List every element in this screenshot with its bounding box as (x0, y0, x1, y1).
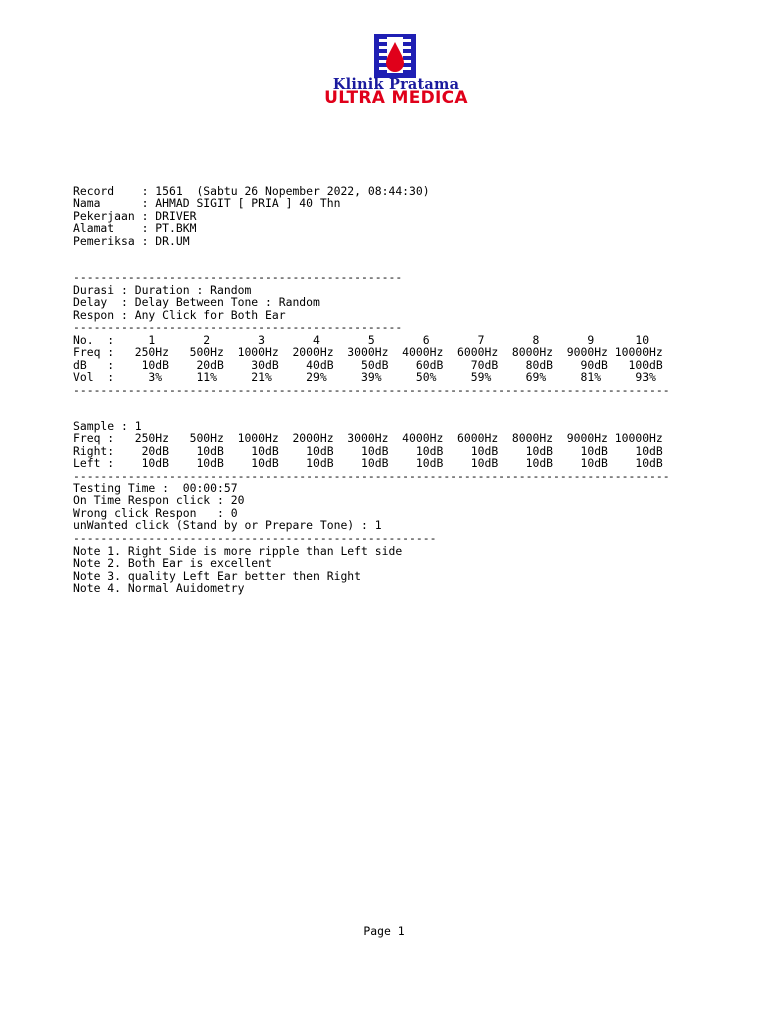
unwanted-click-line: unWanted click (Stand by or Prepare Tone) : 1 (73, 518, 382, 533)
alamat-line: Alamat : PT.BKM (73, 221, 197, 236)
testing-time-line: Testing Time : 00:00:57 (73, 481, 238, 495)
sample-row-freq: Freq : 250Hz 500Hz 1000Hz 2000Hz 3000Hz 4000Hz 6000Hz 8000Hz 9000Hz 10000Hz (73, 431, 663, 446)
delay-line: Delay : Delay Between Tone : Random (73, 295, 320, 310)
wrong-click-line: Wrong click Respon : 0 (73, 505, 238, 520)
pemeriksa-line: Pemeriksa : DR.UM (73, 233, 190, 248)
sample-row-right: Right: 20dB 10dB 10dB 10dB 10dB 10dB 10dB 10dB 10dB 10dB (73, 443, 663, 458)
tone-row-db: dB : 10dB 20dB 30dB 40dB 50dB 60dB 70dB 80dB 90dB 100dB (73, 357, 663, 372)
record-line: Record : 1561 (Sabtu 26 Nopember 2022, 08:44:30) (73, 184, 430, 198)
separator: --------------------------------------------------------------------------------------- (73, 468, 670, 483)
durasi-line: Durasi : Duration : Random (73, 283, 252, 297)
respon-line: Respon : Any Click for Both Ear (73, 307, 286, 322)
note-line: Note 4. Normal Auidometry (73, 581, 245, 595)
logo-text-ultra-medica: ULTRA MEDICA (324, 88, 468, 108)
sample-row-left: Left : 10dB 10dB 10dB 10dB 10dB 10dB 10dB 10dB 10dB 10dB (73, 456, 663, 471)
note-line: Note 1. Right Side is more ripple than Left side (73, 543, 403, 558)
on-time-line: On Time Respon click : 20 (73, 493, 245, 508)
nama-line: Nama : AHMAD SIGIT [ PRIA ] 40 Thn (73, 196, 341, 211)
separator: ------------------------------------------------ (73, 320, 403, 335)
logo-text-klinik-pratama: Klinik Pratama (332, 76, 460, 93)
separator: ----------------------------------------------------- (73, 530, 437, 545)
clinic-logo (316, 32, 476, 112)
separator: --------------------------------------------------------------------------------------- (73, 382, 670, 397)
page-number: Page 1 (363, 924, 405, 938)
separator: ------------------------------------------------ (73, 270, 403, 284)
tone-row-freq: Freq : 250Hz 500Hz 1000Hz 2000Hz 3000Hz 4000Hz 6000Hz 8000Hz 9000Hz 10000Hz (73, 345, 663, 360)
note-line: Note 2. Both Ear is excellent (73, 556, 272, 571)
sample-title: Sample : 1 (73, 419, 142, 433)
pekerjaan-line: Pekerjaan : DRIVER (73, 208, 197, 223)
tone-row-vol: Vol : 3% 11% 21% 29% 39% 50% 59% 69% 81% 93% (73, 370, 656, 385)
tone-row-no: No. : 1 2 3 4 5 6 7 8 9 10 (73, 333, 650, 347)
note-line: Note 3. quality Left Ear better then Right (73, 568, 362, 583)
